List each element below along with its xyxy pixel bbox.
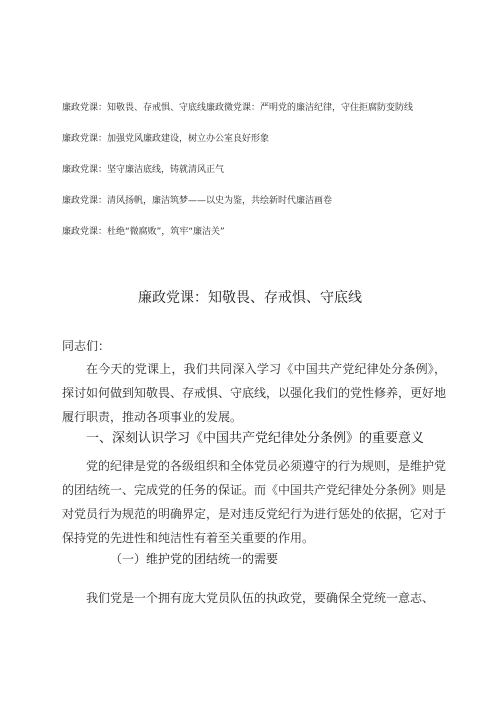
document-title: 廉政党课：知敬畏、存戒惧、守底线 xyxy=(138,290,362,306)
subsection-paragraph: 我们党是一个拥有庞大党员队伍的执政党，要确保全党统一意志、 xyxy=(86,591,435,605)
toc-item[interactable]: 廉政党课：加强党风廉政建设，树立办公室良好形象 xyxy=(62,134,270,144)
intro-paragraph: 在今天的党课上，我们共同深入学习《中国共产党纪律处分条例》，探讨如何做到知敬畏、存戒惧、守底线，以强化我们的党性修养，更好地履行职责，推动各项事业的发展。 xyxy=(62,362,447,424)
section-heading: 一、深刻认识学习《中国共产党纪律处分条例》的重要意义 xyxy=(86,431,425,446)
toc-item[interactable]: 廉政党课：清风扬帆，廉洁筑梦——以史为鉴，共绘新时代廉洁画卷 xyxy=(62,196,333,206)
toc-item[interactable]: 廉政党课：知敬畏、存戒惧、守底线廉政微党课：严明党的廉洁纪律，守住拒腐防变防线 xyxy=(62,103,414,113)
salutation: 同志们： xyxy=(62,339,111,353)
subsection-heading: （一）维护党的团结统一的需要 xyxy=(110,552,279,566)
section-paragraph: 党的纪律是党的各级组织和全体党员必须遵守的行为规则，是维护党的团结统一、完成党的任务的保证。而《中国共产党纪律处分条例》则是对党员行为规范的明确界定，是对违反党纪行为进行惩处的依据，它对于保持党的先进性和纯洁性有着至关重要的作用。 xyxy=(62,459,447,545)
table-of-contents xyxy=(62,102,482,257)
toc-item[interactable]: 廉政党课：坚守廉洁底线，铸就清风正气 xyxy=(62,165,225,175)
toc-item[interactable]: 廉政党课：杜绝“微腐败”，筑牢“廉洁关” xyxy=(62,227,225,237)
